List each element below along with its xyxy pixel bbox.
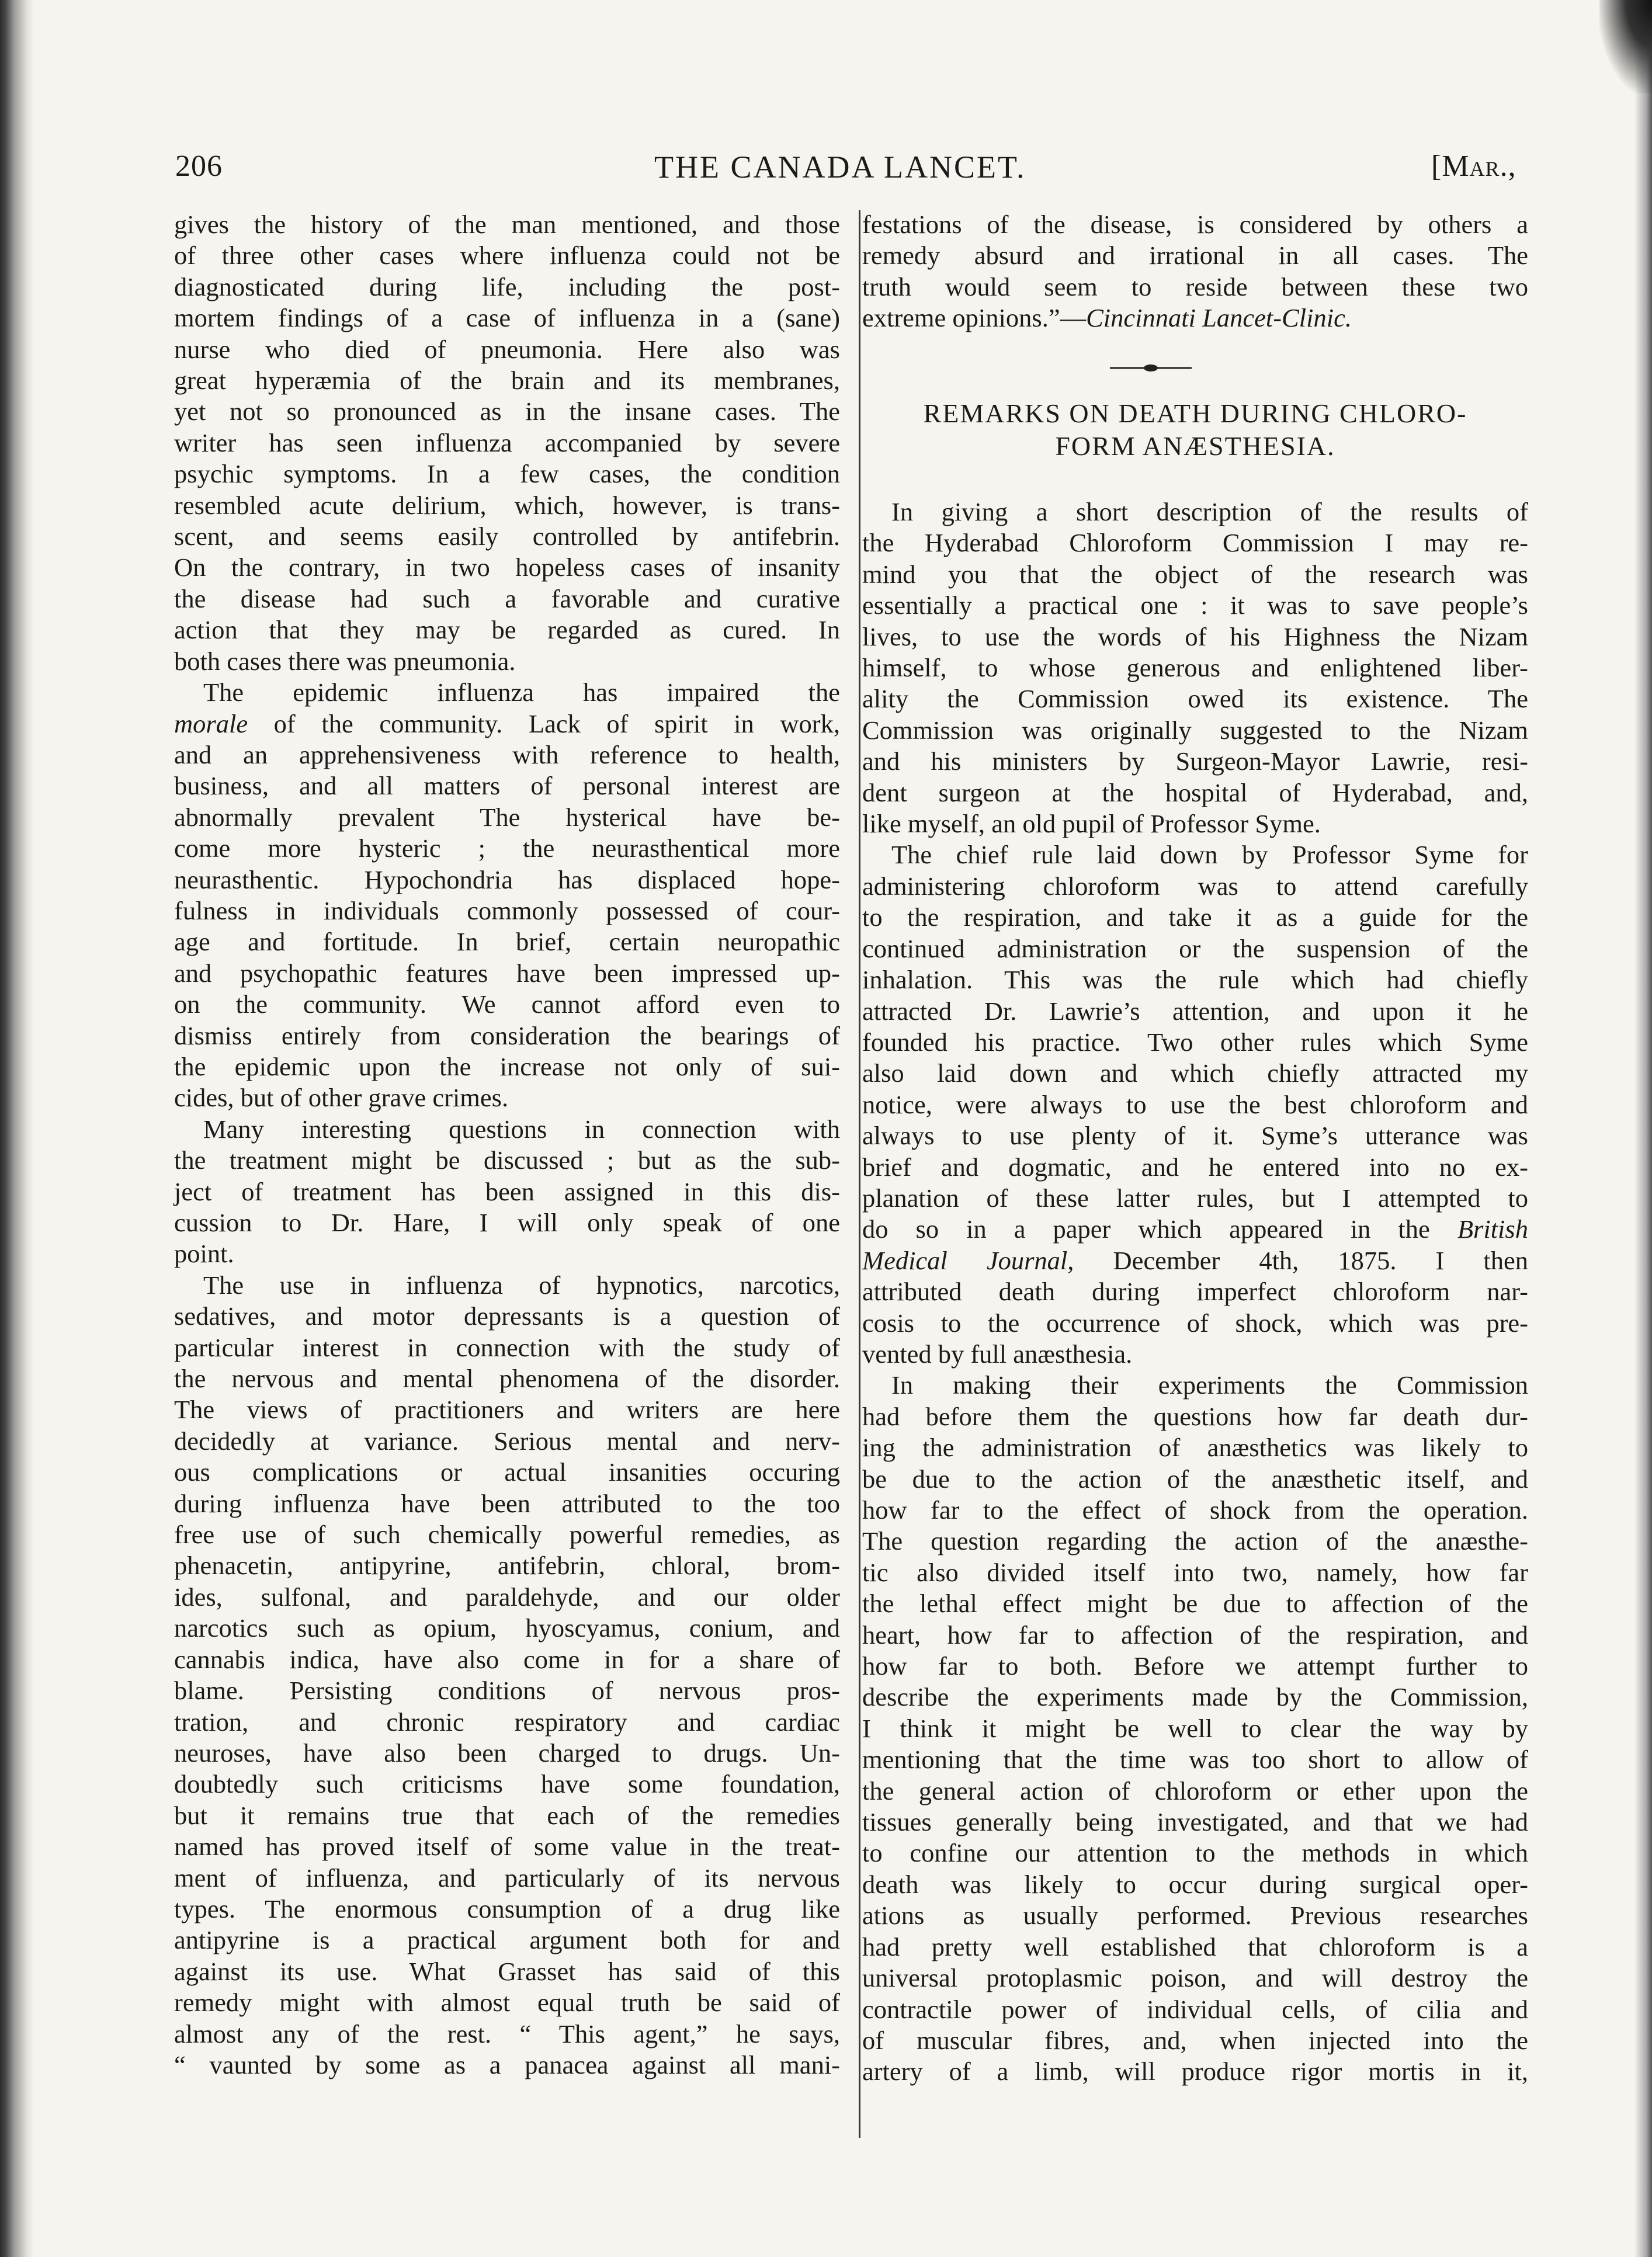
text-line-morale: morale of the community. Lack of spirit in work, (174, 709, 840, 738)
text-line: dent surgeon at the hospital of Hyderabad, and, (862, 777, 1528, 807)
text-line: ides, sulfonal, and paraldehyde, and our older (174, 1582, 840, 1612)
text-line-bmj: Medical Journal, December 4th, 1875. I then (862, 1245, 1528, 1275)
text-line: founded his practice. Two other rules which Syme (862, 1027, 1528, 1057)
right-column-body (862, 496, 1528, 2088)
heading-line: REMARKS ON DEATH DURING CHLORO- (923, 398, 1467, 428)
text-line: festations of the disease, is considered by others a (862, 210, 1528, 239)
text-line: point. (174, 1239, 234, 1269)
left-column (174, 209, 840, 2081)
text-line: remedy might with almost equal truth be said of (174, 1988, 840, 2018)
text-line: age and fortitude. In brief, certain neuropathic (174, 927, 840, 957)
text-line: The chief rule laid down by Professor Syme for (891, 840, 1528, 870)
text-line: psychic symptoms. In a few cases, the condition (174, 459, 840, 489)
text-line: tissues generally being investigated, and that we had (862, 1807, 1528, 1837)
text-line: on the community. We cannot afford even to (174, 989, 840, 1019)
text-line: vented by full anæsthesia. (862, 1339, 1133, 1369)
text-line: how far to the effect of shock from the operation. (862, 1495, 1528, 1525)
text-line: types. The enormous consumption of a drug like (174, 1894, 840, 1923)
text-line: brief and dogmatic, and he entered into no ex- (862, 1152, 1528, 1182)
text-line: come more hysteric ; the neurasthentical more (174, 834, 840, 863)
scan-corner-shadow (1599, 0, 1652, 93)
text-line: gives the history of the man mentioned, and those (174, 210, 840, 239)
journal-name: British (1457, 1214, 1528, 1244)
text-line: cussion to Dr. Hare, I will only speak of one (174, 1208, 840, 1237)
text-line: cosis to the occurrence of shock, which was pre- (862, 1308, 1528, 1338)
text-line: how far to both. Before we attempt further to (862, 1651, 1528, 1681)
text-line: ality the Commission owed its existence. The (862, 684, 1528, 714)
text-line: attracted Dr. Lawrie’s attention, and upon it he (862, 996, 1528, 1026)
text-line: be due to the action of the anæsthetic itself, and (862, 1464, 1528, 1494)
source-citation-line: extreme opinions.”—Cincinnati Lancet-Clinic. (862, 303, 1352, 333)
text-line: like myself, an old pupil of Professor Syme. (862, 809, 1321, 839)
text-line: dismiss entirely from consideration the bearings of (174, 1020, 840, 1050)
heading-line: FORM ANÆSTHESIA. (1055, 431, 1335, 461)
text-line: and an apprehensiveness with reference to health, (174, 739, 840, 769)
text-line: On the contrary, in two hopeless cases of insanity (174, 553, 840, 582)
text-line: the general action of chloroform or ether upon the (862, 1776, 1528, 1805)
text-line: both cases there was pneumonia. (174, 646, 516, 676)
text-line: doubtedly such criticisms have some foundation, (174, 1769, 840, 1799)
page-number: 206 (175, 150, 223, 183)
text-line: always to use plenty of it. Syme’s utterance was (862, 1121, 1528, 1151)
text-line: cannabis indica, have also come in for a share of (174, 1644, 840, 1674)
text-line: cides, but of other grave crimes. (174, 1083, 509, 1113)
text-line: and his ministers by Surgeon-Mayor Lawrie, resi- (862, 746, 1528, 776)
text-line: against its use. What Grasset has said of this (174, 1956, 840, 1986)
right-column-top (862, 209, 1528, 334)
text-line: blame. Persisting conditions of nervous pros- (174, 1676, 840, 1706)
text-line: but it remains true that each of the remedies (174, 1800, 840, 1830)
text-line: ment of influenza, and particularly of its nervous (174, 1863, 840, 1893)
text-line: almost any of the rest. “ This agent,” he says, (174, 2019, 840, 2048)
text-line: In giving a short description of the results of (891, 497, 1528, 526)
text-line: ations as usually performed. Previous researches (862, 1901, 1528, 1930)
text-line: death was likely to occur during surgical oper- (862, 1869, 1528, 1899)
text-line: of three other cases where influenza could not be (174, 241, 840, 270)
text-line: remedy absurd and irrational in all cases. The (862, 241, 1528, 270)
text-line: yet not so pronounced as in the insane cases. The (174, 397, 840, 426)
header-date: [Mar., (1431, 150, 1516, 183)
text-line: free use of such chemically powerful remedies, as (174, 1520, 840, 1550)
text-line: “ vaunted by some as a panacea against all mani- (174, 2050, 840, 2079)
text-line: universal protoplasmic poison, and will destroy the (862, 1963, 1528, 1993)
text-line: tration, and chronic respiratory and cardiac (174, 1707, 840, 1737)
text-line: the disease had such a favorable and curative (174, 584, 840, 613)
text-line: particular interest in connection with the study of (174, 1332, 840, 1362)
text-line: business, and all matters of personal interest are (174, 771, 840, 801)
text-line: decidedly at variance. Serious mental and nerv- (174, 1426, 840, 1456)
text-line: attributed death during imperfect chloroform nar- (862, 1277, 1528, 1307)
text-line: notice, were always to use the best chloroform and (862, 1089, 1528, 1119)
text-line: to confine our attention to the methods in which (862, 1838, 1528, 1868)
text-line: The epidemic influenza has impaired the (203, 678, 840, 707)
text-line: the epidemic upon the increase not only of sui- (174, 1051, 840, 1081)
text-line: the lethal effect might be due to affection of the (862, 1589, 1528, 1619)
text-line: ous complications or actual insanities occuring (174, 1457, 840, 1487)
text-line: artery of a limb, will produce rigor mortis in it, (862, 2057, 1528, 2086)
text-line: to the respiration, and take it as a guide for the (862, 902, 1528, 932)
text-line: himself, to whose generous and enlightened liber- (862, 653, 1528, 683)
text-line: and psychopathic features have been impressed up- (174, 958, 840, 988)
text-line: In making their experiments the Commission (891, 1370, 1528, 1400)
text-line: mentioning that the time was too short to allow of (862, 1745, 1528, 1775)
source-citation: Cincinnati Lancet-Clinic. (1086, 303, 1352, 333)
text-line: also laid down and which chiefly attracted my (862, 1058, 1528, 1088)
text-line: diagnosticated during life, including the post- (174, 272, 840, 301)
text-line: had pretty well established that chloroform is a (862, 1932, 1528, 1961)
section-heading (862, 397, 1528, 463)
text-line: The views of practitioners and writers are here (174, 1395, 840, 1425)
text-line: planation of these latter rules, but I attempted to (862, 1183, 1528, 1213)
text-line: Commission was originally suggested to the Nizam (862, 715, 1528, 745)
text-line: inhalation. This was the rule which had chiefly (862, 965, 1528, 995)
text-line: writer has seen influenza accompanied by severe (174, 428, 840, 457)
text-line: contractile power of individual cells, of cilia and (862, 1994, 1528, 2024)
text-line: essentially a practical one : it was to save people’s (862, 591, 1528, 620)
text-line: ing the administration of anæsthetics was likely to (862, 1433, 1528, 1463)
text-line: heart, how far to affection of the respiration, and (862, 1620, 1528, 1650)
text-line: antipyrine is a practical argument both for and (174, 1925, 840, 1955)
text-line: the treatment might be discussed ; but as the sub- (174, 1145, 840, 1175)
text-line: nurse who died of pneumonia. Here also was (174, 334, 840, 364)
text-line: abnormally prevalent The hysterical have be- (174, 802, 840, 832)
text-line: action that they may be regarded as cured. In (174, 615, 840, 645)
text-line: continued administration or the suspension of the (862, 933, 1528, 963)
journal-title: THE CANADA LANCET. (654, 150, 1026, 185)
text-line: neuroses, have also been charged to drugs. Un- (174, 1738, 840, 1768)
scan-edge-right (1634, 0, 1652, 2257)
text-line: truth would seem to reside between these two (862, 272, 1528, 301)
column-rule (859, 210, 860, 2138)
text-line: phenacetin, antipyrine, antifebrin, chloral, brom- (174, 1551, 840, 1581)
text-line: mortem findings of a case of influenza in a (sane) (174, 303, 840, 333)
text-line: lives, to use the words of his Highness the Nizam (862, 621, 1528, 651)
text-line: great hyperæmia of the brain and its membranes, (174, 366, 840, 395)
text-line: Many interesting questions in connection with (203, 1114, 840, 1144)
text-line: named has proved itself of some value in the treat- (174, 1832, 840, 1862)
text-line: narcotics such as opium, hyoscyamus, conium, and (174, 1613, 840, 1643)
running-header (175, 149, 1519, 196)
text-line: the Hyderabad Chloroform Commission I may re- (862, 528, 1528, 558)
text-line: administering chloroform was to attend carefully (862, 871, 1528, 901)
text-line: resembled acute delirium, which, however, is trans- (174, 490, 840, 520)
text-line: describe the experiments made by the Commission, (862, 1682, 1528, 1712)
text-line: sedatives, and motor depressants is a question of (174, 1301, 840, 1331)
text-line: I think it might be well to clear the way by (862, 1713, 1528, 1743)
text-line: tic also divided itself into two, namely, how far (862, 1557, 1528, 1587)
text-line: neurasthentic. Hypochondria has displaced hope- (174, 864, 840, 894)
text-line: mind you that the object of the research was (862, 559, 1528, 589)
text-line: ject of treatment has been assigned in this dis- (174, 1176, 840, 1206)
journal-name: Medical Journal (862, 1245, 1068, 1275)
text-line: had before them the questions how far death dur- (862, 1401, 1528, 1431)
text-line: of muscular fibres, and, when injected into the (862, 2025, 1528, 2055)
text-line: fulness in individuals commonly possessed of cour- (174, 895, 840, 925)
text-line: The use in influenza of hypnotics, narcotics, (203, 1270, 840, 1300)
text-line: The question regarding the action of the anæsthe- (862, 1526, 1528, 1556)
scan-edge-left (0, 0, 34, 2257)
section-divider (1110, 362, 1192, 374)
text-line: the nervous and mental phenomena of the disorder. (174, 1364, 840, 1394)
text-line: scent, and seems easily controlled by antifebrin. (174, 522, 840, 551)
text-line-bmj: do so in a paper which appeared in the British (862, 1214, 1528, 1244)
morale-word: morale (174, 709, 248, 738)
text-line: during influenza have been attributed to the too (174, 1488, 840, 1518)
